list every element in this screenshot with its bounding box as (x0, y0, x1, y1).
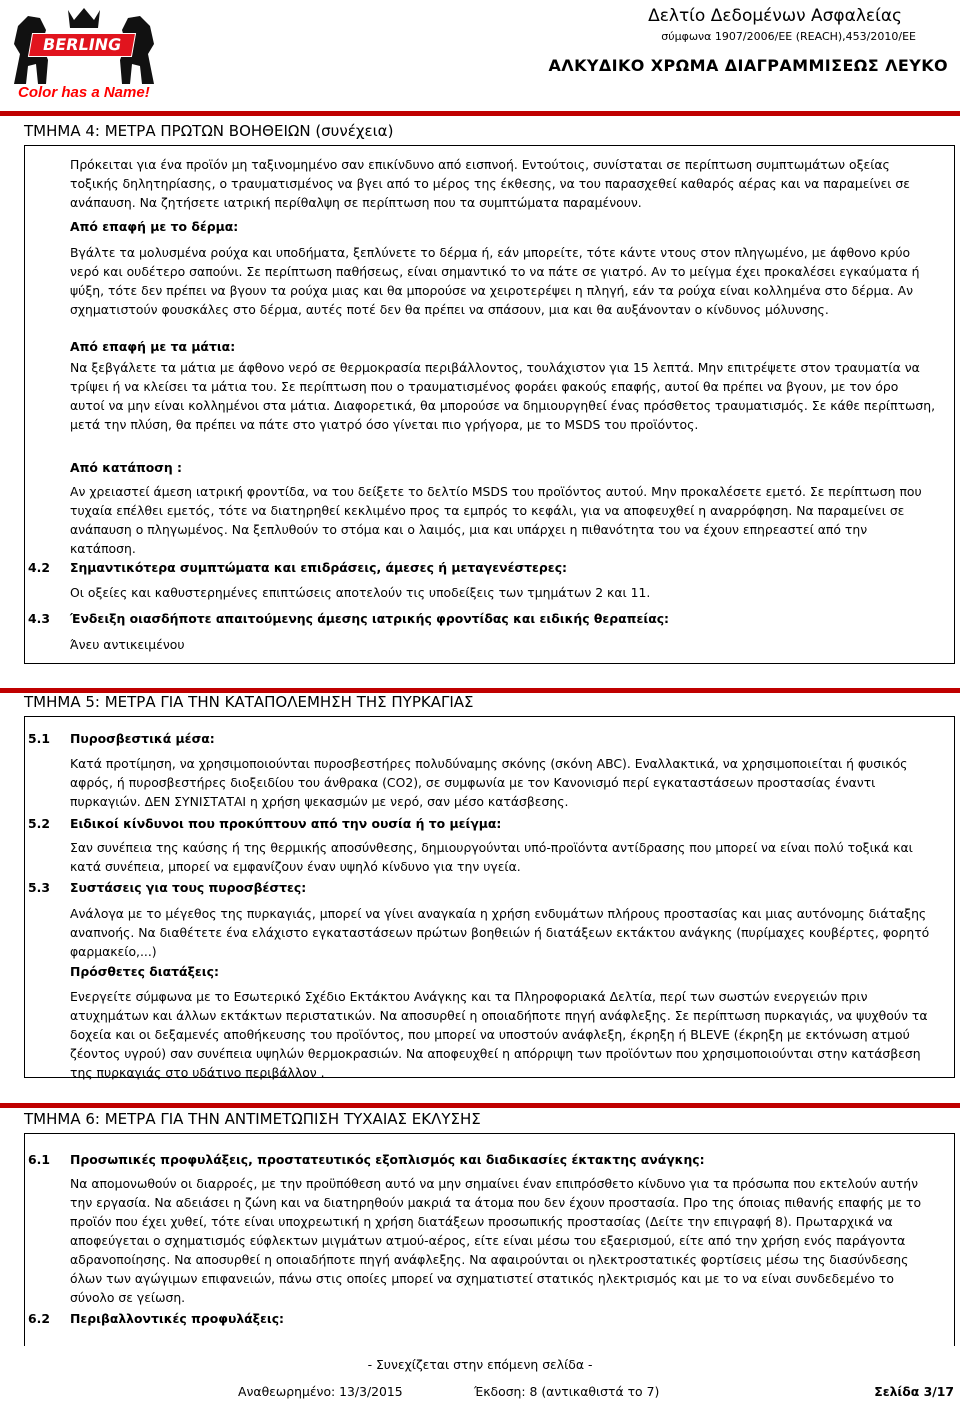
subsection-4-2-title: Σημαντικότερα συμπτώματα και επιδράσεις, άμεσες ή μεταγενέστερες: (70, 560, 567, 575)
subsection-6-1-title: Προσωπικές προφυλάξεις, προστατευτικός εξοπλισμός και διαδικασίες έκτακτης ανάγκης: (70, 1152, 705, 1167)
section-4-intro: Πρόκειται για ένα προϊόν μη ταξινομημένο σαν επικίνδυνο από εισπνοή. Εντούτοις, συνίσταται σε περίπτωση συμπτωμάτων οξείας τοξικής δηλητηρίασης, ο τραυματισμένος να βγει από το μέρος της έκθεσης, να του παρασχεθεί καθαρός αέρας και να παραμείνει σε ανάπαυση. Να ζητήσετε ιατρική περίθαλψη σε περίπτωση που τα συμπτώματα παραμένουν. (70, 157, 910, 210)
edition-number: Έκδοση: 8 (αντικαθιστά το 7) (474, 1384, 660, 1399)
section-5-heading: ΤΜΗΜΑ 5: ΜΕΤΡΑ ΓΙΑ ΤΗΝ ΚΑΤΑΠΟΛΕΜΗΣΗ ΤΗΣ ΠΥΡΚΑΓΙΑΣ (24, 693, 474, 711)
eye-contact-title: Από επαφή με τα μάτια: (70, 339, 236, 354)
subsection-4-3-text: Άνευ αντικειμένου (70, 637, 185, 652)
section-4-heading: ΤΜΗΜΑ 4: ΜΕΤΡΑ ΠΡΩΤΩΝ ΒΟΗΘΕΙΩΝ (συνέχεια) (24, 122, 394, 140)
revision-date: Αναθεωρημένο: 13/3/2015 (238, 1384, 403, 1399)
subsection-5-1-text: Κατά προτίμηση, να χρησιμοποιούνται πυροσβεστήρες πολυδύναμης σκόνης (σκόνη ABC). Εναλλακτικά, να χρησιμοποιείται ή φυσικός αφρός, ή πυροσβεστήρες διοξειδίου του άνθρακα (CO2), σε συμφωνία με τον Κανονισμό περί εγκαταστάσεων προστασίας έναντι πυρκαγιών. ΔΕΝ ΣΥΝΙΣΤΑΤΑΙ η χρήση ψεκασμών με νερό, σαν μέσο κατάσβεσης. (70, 756, 908, 809)
page-number: Σελίδα 3/17 (874, 1384, 954, 1399)
subsection-6-1-number: 6.1 (28, 1152, 50, 1167)
subsection-5-2-text: Σαν συνέπεια της καύσης ή της θερμικής αποσύνθεσης, δημιουργούνται υπό-προϊόντα αντίδρασης που μπορεί να είναι πολύ τοξικά και κατά συνέπεια, μπορεί να εμφανίζουν έναν υψηλό κίνδυνο για την υγεία. (70, 840, 913, 874)
subsection-5-1-number: 5.1 (28, 731, 50, 746)
regulation-reference: σύμφωνα 1907/2006/ΕΕ (REACH),453/2010/ΕΕ (661, 30, 916, 43)
eye-contact-text: Να ξεβγάλετε τα μάτια με άφθονο νερό σε θερμοκρασία περιβάλλοντος, τουλάχιστον για 15 λεπτά. Μην επιτρέψετε στον τραυματία να τρίψει ή να κλείσει τα μάτια του. Σε περίπτωση που ο τραυματισμένος φοράει φακούς επαφής, αυτοί θα πρέπει να βγουν, με τον όρο αυτοί να μην είναι κολλημένοι στα μάτια. Διαφορετικά, θα μπορούσε να δημιουργηθεί ένας πρόσθετος τραυματισμός. Σε κάθε περίπτωση, μετά την πλύση, θα πρέπει να πάτε στο γιατρό όσο γίνεται πιο γρήγορα, με το MSDS του προϊόντος. (70, 360, 936, 432)
subsection-5-3-number: 5.3 (28, 880, 50, 895)
logo-slogan: Color has a Name! (18, 84, 150, 101)
ingestion-text: Αν χρειαστεί άμεση ιατρική φροντίδα, να του δείξετε το δελτίο MSDS του προϊόντος αυτού. Μην προκαλέσετε εμετό. Σε περίπτωση που τυχαία επέλθει εμετός, τότε να διατηρηθεί κεκλιμένο προς τα εμπρός το κεφάλι, για να αποφευχθεί η αναρρόφηση. Να παραμείνει σε ανάπαυση ο πληγωμένος. Να ξεπλυθούν το στόμα και ο λαιμός, μια και υπάρχει η πιθανότητα του να έχουν επηρεαστεί από την κατάποση. (70, 484, 922, 556)
skin-contact-text: Βγάλτε τα μολυσμένα ρούχα και υποδήματα, ξεπλύνετε το δέρμα ή, εάν μπορείτε, τότε κάντε ντους στον πληγωμένο, με άφθονο κρύο νερό και ουδέτερο σαπούνι. Σε περίπτωση παθήσεως, είναι σημαντικό το να πάτε σε γιατρό. Αν το μείγμα έχει προκαλέσει εγκαύματα ή ψύξη, τότε δεν πρέπει να βγουν τα ρούχα μιας και θα μπορούσε να χειροτερέψει η πληγή, εάν τα ρούχα είναι κολλημένα στο δέρμα. Αν σχηματιστούν φουσκάλες στο δέρμα, αυτές ποτέ δεν θα πρέπει να σπάσουν, μια και θα αυξάνονταν ο κίνδυνος μόλυνσης. (70, 245, 920, 317)
ingestion-title: Από κατάποση : (70, 460, 183, 475)
header-divider (0, 111, 960, 116)
section-6-divider (0, 1103, 960, 1108)
subsection-4-2-text: Οι οξείες και καθυστερημένες επιπτώσεις αποτελούν τις υποδείξεις των τμημάτων 2 και 11. (70, 585, 651, 600)
subsection-4-3-number: 4.3 (28, 611, 50, 626)
document-title: Δελτίο Δεδομένων Ασφαλείας (648, 6, 902, 26)
continuation-note: - Συνεχίζεται στην επόμενη σελίδα - (367, 1357, 593, 1372)
subsection-4-3-title: Ένδειξη οιασδήποτε απαιτούμενης άμεσης ιατρικής φροντίδας και ειδικής θεραπείας: (70, 611, 670, 626)
product-name: ΑΛΚΥΔΙΚΟ ΧΡΩΜΑ ΔΙΑΓΡΑΜΜΙΣΕΩΣ ΛΕΥΚΟ (548, 56, 948, 75)
subsection-6-2-number: 6.2 (28, 1311, 50, 1326)
additional-provisions-title: Πρόσθετες διατάξεις: (70, 964, 219, 979)
logo-brand: BERLING (28, 33, 136, 57)
subsection-6-1-text: Να απομονωθούν οι διαρροές, με την προϋπόθεση αυτό να μην σημαίνει έναν επιπρόσθετο κίνδυνο για τα πρόσωπα που εκτελούν αυτήν την εργασία. Να αδειάσει η ζώνη και να διατηρηθούν μακριά τα άτομα που δεν έχουν προστασία. Προ της όποιας πιθανής επαφής με το προϊόν που έχει χυθεί, τότε είναι υποχρεωτική η χρήση διατάξεων προσωπικής προστασίας (Δείτε την επιγραφή 8). Πρωταρχικά να αποφεύγεται ο σχηματισμός εύφλεκτων μιγμάτων ατμού-αέρος, είτε είναι μέσω του εξαερισμού, είτε από την χρήση ενός παράγοντα αδρανοποίησης. Να αποσυρθεί η οποιαδήποτε πηγή ανάφλεξης. Να αφαιρούνται οι ηλεκτροστατικές φορτίσεις μέσω της διασύνδεσης όλων των αγώγιμων επιφανειών, πάνω στις οποίες μπορεί να σχηματιστεί στατικός ηλεκτρισμός και με το να είναι συνδεδεμένο το σύνολο σε γείωση. (70, 1176, 922, 1305)
subsection-6-2-title: Περιβαλλοντικές προφυλάξεις: (70, 1311, 285, 1326)
section-6-heading: ΤΜΗΜΑ 6: ΜΕΤΡΑ ΓΙΑ ΤΗΝ ΑΝΤΙΜΕΤΩΠΙΣΗ ΤΥΧΑΙΑΣ ΕΚΛΥΣΗΣ (24, 1110, 481, 1128)
subsection-5-2-title: Ειδικοί κίνδυνοι που προκύπτουν από την ουσία ή το μείγμα: (70, 816, 502, 831)
subsection-5-3-title: Συστάσεις για τους πυροσβέστες: (70, 880, 307, 895)
subsection-5-2-number: 5.2 (28, 816, 50, 831)
skin-contact-title: Από επαφή με το δέρμα: (70, 219, 239, 234)
subsection-5-3-text: Ανάλογα με το μέγεθος της πυρκαγιάς, μπορεί να γίνει αναγκαία η χρήση ενδυμάτων πλήρους προστασίας και μιας αυτόνομης διάταξης αναπνοής. Να διαθέτετε ένα ελάχιστο εγκαταστάσεων πρώτων βοηθειών ή διατάξεων εκτάκτου ανάγκης (πυρίμαχες κουβέρτες, φορητό φαρμακείο,...) (70, 906, 930, 959)
subsection-4-2-number: 4.2 (28, 560, 50, 575)
subsection-5-1-title: Πυροσβεστικά μέσα: (70, 731, 215, 746)
additional-provisions-text: Ενεργείτε σύμφωνα με το Εσωτερικό Σχέδιο Εκτάκτου Ανάγκης και τα Πληροφοριακά Δελτία, περί των σωστών ενεργειών πριν ατυχημάτων και άλλων εκτάκτων περιστατικών. Να αποσυρθεί η οποιαδήποτε πηγή ανάφλεξης. Σε περίπτωση πυρκαγιάς, να ψυχθούν τα δοχεία και οι δεξαμενές αποθήκευσης του προϊόντος, που μπορεί να υποστούν ανάφλεξη, έκρηξη ή BLEVE (έκρηξη με εκτόνωση ατμού ζέοντος υγρού) σαν συνέπεια υψηλών θερμοκρασιών. Να αποφευχθεί η απόρριψη των προϊόντων που χρησιμοποιούνται στην κατάσβεση της πυρκαγιάς στο υδάτινο περιβάλλον . (70, 989, 928, 1080)
